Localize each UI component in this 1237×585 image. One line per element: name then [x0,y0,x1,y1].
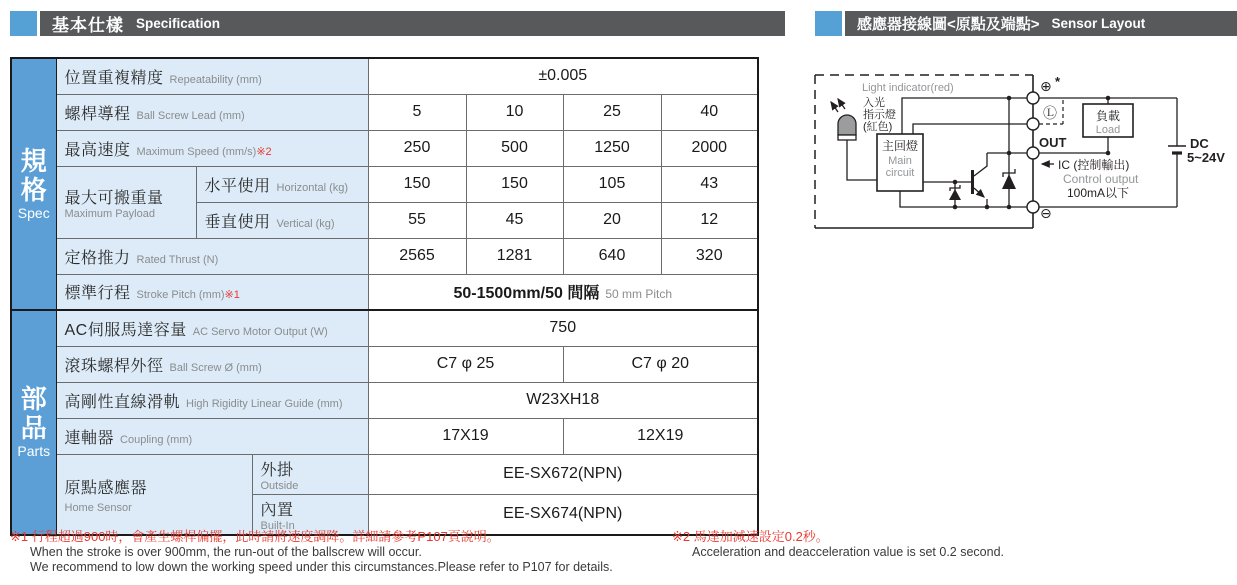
transistor-base-bar [971,170,974,194]
dc-label: DC [1190,136,1209,151]
table-row [11,130,758,166]
value-cell: 12X19 [563,418,758,454]
table-row [11,310,758,346]
row-label-linear-guide: 高剛性直線滑軌 High Rigidity Linear Guide (mm) [56,382,368,418]
table-row [11,274,758,310]
value-cell: 55 [368,202,466,238]
value-cell: 25 [563,94,661,130]
current-limit-label: 100mA以下 [1067,186,1130,200]
header-bar [845,11,1237,36]
row-label-repeatability: 位置重複精度 Repeatability (mm) [56,58,368,94]
table-row [11,166,758,202]
table-row [11,418,758,454]
light-ray-arrow [831,102,838,112]
value-linear-guide: W23XH18 [368,382,758,418]
footnote-2 [672,529,1004,560]
value-cell: 1250 [563,130,661,166]
light-indicator-zh-label: 入光 [863,97,885,109]
value-cell: 500 [466,130,563,166]
footnote-2-zh: ※2 馬達加減速設定0.2秒。 [672,529,829,544]
sublabel-builtin: 內置 Built-In [252,494,368,535]
load-en-label: Load [1095,124,1121,136]
out-label: OUT [1039,135,1067,150]
row-label-coupling: 連軸器 Coupling (mm) [56,418,368,454]
value-repeatability: ±0.005 [368,58,758,94]
sublabel-outside: 外掛 Outside [252,454,368,494]
value-cell: 10 [466,94,563,130]
light-indicator-zh-label: 指示燈 [863,109,896,121]
sublabel-horizontal: 水平使用 Horizontal (kg) [196,166,368,202]
header-accent-square [815,11,842,36]
main-circuit-en-label: Main [888,155,912,167]
value-cell: 640 [563,238,661,274]
value-cell: C7 φ 25 [368,346,563,382]
sublabel-vertical: 垂直使用 Vertical (kg) [196,202,368,238]
value-cell: 150 [368,166,466,202]
table-row [11,58,758,94]
zener-diode-left-triangle [949,189,961,200]
l-symbol: Ⓛ [1043,105,1057,121]
ic-label: IC (控制輸出) [1058,158,1130,172]
table-row [11,238,758,274]
load-zh-label: 負載 [1095,109,1121,123]
footnote-1-zh: ※1 行程超過900時，會產生螺桿偏擺，此時請將速度調降。詳細請參考P107頁說明。 [10,529,500,544]
value-cell: 20 [563,202,661,238]
value-cell: 320 [661,238,758,274]
section-band-spec: 規 格 Spec [11,58,56,310]
sensor-circuit-diagram [807,58,1237,293]
row-label-ball-screw-diameter: 滾珠螺桿外徑 Ball Screw Ø (mm) [56,346,368,382]
terminal-l [1027,118,1039,130]
section-band-parts: 部 品 Parts [11,310,56,535]
header-accent-square [10,11,37,36]
header-title-en: Specification [136,16,221,31]
transistor-collector [974,153,987,176]
value-servo-output: 750 [368,310,758,346]
value-cell: 250 [368,130,466,166]
value-cell: 17X19 [368,418,563,454]
table-row [11,454,758,494]
table-row [11,382,758,418]
row-label-stroke-pitch: 標準行程 Stroke Pitch (mm)※1 [56,274,368,310]
row-label-max-payload: 最大可搬重量 Maximum Payload [56,166,196,238]
row-label-max-speed: 最高速度 Maximum Speed (mm/s)※2 [56,130,368,166]
value-cell: 12 [661,202,758,238]
value-stroke-pitch: 50-1500mm/50 間隔 50 mm Pitch [368,274,758,310]
footnote-1-en-line1: When the stroke is over 900mm, the run-out of the ballscrew will occur. [30,545,422,559]
minus-symbol: ⊖ [1040,205,1052,221]
terminal-out [1027,147,1039,159]
zener-diode-right-triangle [1002,174,1016,189]
value-cell: C7 φ 20 [563,346,758,382]
row-label-servo-output: AC伺服馬達容量 AC Servo Motor Output (W) [56,310,368,346]
terminal-minus [1027,201,1039,213]
light-indicator-en-label: Light indicator(red) [862,82,954,94]
table-row [11,94,758,130]
table-row [11,346,758,382]
row-label-home-sensor: 原點感應器 Home Sensor [56,454,252,535]
voltage-label: 5~24V [1187,150,1225,165]
value-home-sensor-outside: EE-SX672(NPN) [368,454,758,494]
header-title-zh: 感應器接線圖<原點及端點> [857,16,1040,33]
led-base [838,135,856,140]
footnote-2-en-line1: Acceleration and deacceleration value is set 0.2 second. [692,545,1004,559]
light-indicator-zh-label: (紅色) [863,121,893,133]
value-cell: 40 [661,94,758,130]
led-indicator-icon [838,115,856,135]
value-cell: 45 [466,202,563,238]
value-cell: 1281 [466,238,563,274]
ground-rail [900,191,1027,207]
header-title-en: Sensor Layout [1051,16,1146,31]
control-output-label: Control output [1063,172,1139,186]
row-label-rated-thrust: 定格推力 Rated Thrust (N) [56,238,368,274]
main-circuit-zh-label: 主回燈 [881,139,919,153]
main-circuit-en-label: circuit [885,167,915,179]
value-cell: 2565 [368,238,466,274]
l-wire [913,124,1027,134]
specification-table [10,57,759,536]
value-cell: 105 [563,166,661,202]
light-ray-arrow [838,99,845,109]
footnote-1-en-line2: We recommend to low down the working speed under this circumstances.Please refer to P107 for details. [30,559,613,574]
asterisk: * [1055,74,1061,89]
footnote-1 [10,529,613,574]
vcc-wire [902,98,1027,134]
header-title-zh: 基本仕樣 [52,16,124,35]
row-label-ball-screw-lead: 螺桿導程 Ball Screw Lead (mm) [56,94,368,130]
value-cell: 150 [466,166,563,202]
value-cell: 43 [661,166,758,202]
value-cell: 2000 [661,130,758,166]
value-cell: 5 [368,94,466,130]
value-home-sensor-builtin: EE-SX674(NPN) [368,494,758,535]
sensor-layout-section-header [815,11,1237,36]
header-bar [40,11,785,36]
transistor-emitter-arrow [974,188,984,197]
plus-symbol: ⊕ [1040,78,1052,94]
led-wire [847,140,877,180]
spec-section-header [10,11,785,36]
terminal-plus [1027,92,1039,104]
